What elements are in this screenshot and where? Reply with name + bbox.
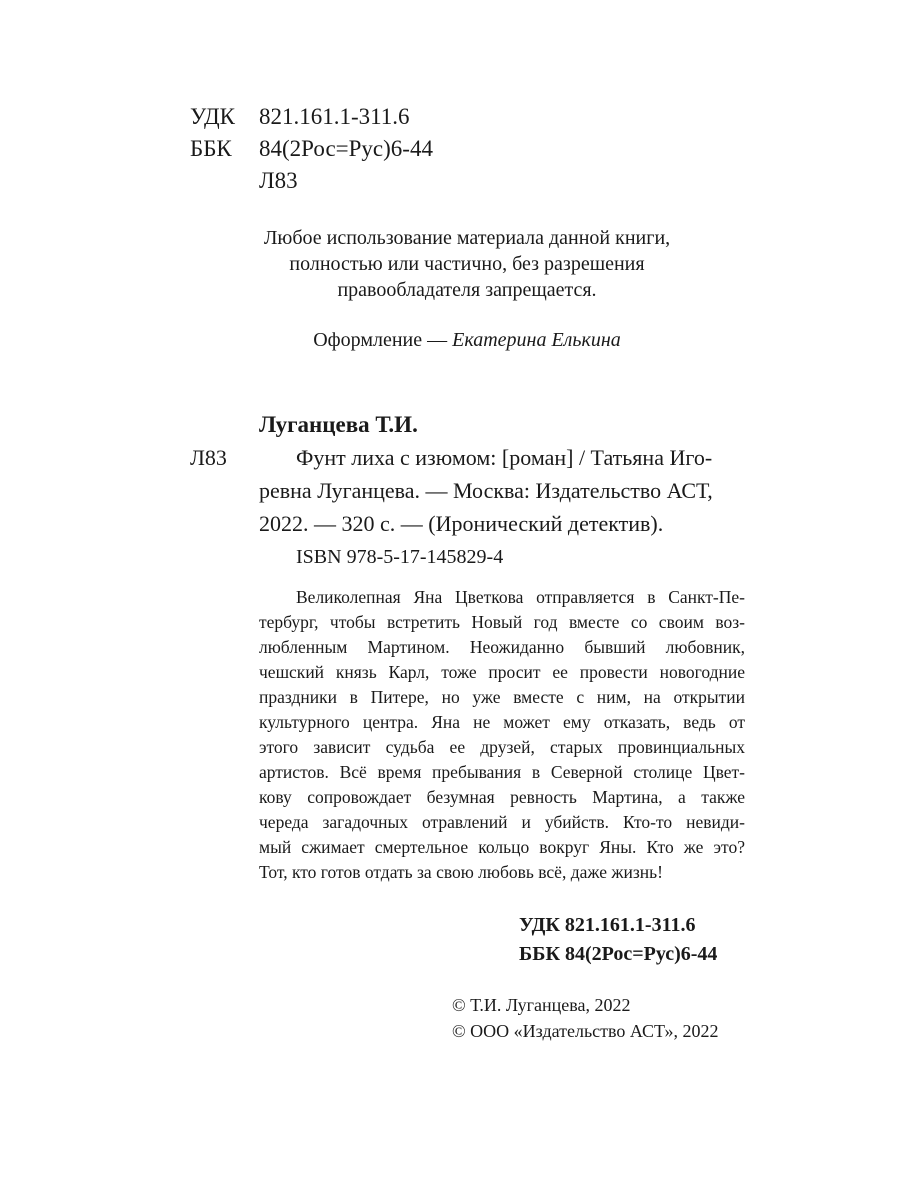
annotation-line: культурного центра. Яна не может ему отказать, ведь от: [259, 712, 745, 732]
annotation-line: чешский князь Карл, тоже просит ее провести новогодние: [259, 662, 745, 682]
annotation-line: праздники в Питере, но уже вместе с ним, на открытии: [259, 687, 745, 707]
notice-line-3: правообладателя запрещается.: [337, 279, 597, 301]
bottom-udk: УДК 821.161.1-311.6: [519, 914, 696, 936]
copyright-publisher: © ООО «Издательство АСТ», 2022: [452, 1021, 719, 1041]
design-label: Оформление —: [313, 329, 453, 351]
bottom-bbk: ББК 84(2Рос=Рус)6-44: [519, 943, 718, 965]
bib-author: Луганцева Т.И.: [259, 412, 418, 437]
bbk-value: 84(2Рос=Рус)6-44: [259, 136, 433, 161]
udk-value: 821.161.1-311.6: [259, 104, 410, 129]
annotation-line: Великолепная Яна Цветкова отправляется в Санкт-Пе-: [296, 587, 745, 607]
annotation-line: любленным Мартином. Неожиданно бывший любовник,: [259, 637, 745, 657]
copyright-author: © Т.И. Луганцева, 2022: [452, 995, 631, 1015]
annotation-line: череда загадочных отравлений и убийств. Кто-то невиди-: [259, 812, 745, 832]
author-mark: Л83: [259, 168, 298, 193]
bib-author-mark: Л83: [190, 445, 227, 470]
udk-label: УДК: [190, 104, 235, 129]
bib-line-1: Фунт лиха с изюмом: [роман] / Татьяна Иго-: [296, 445, 713, 470]
designer-name: Екатерина Елькина: [452, 329, 621, 351]
annotation-line: тербург, чтобы встретить Новый год вместе со своим воз-: [259, 612, 745, 632]
isbn: ISBN 978-5-17-145829-4: [296, 546, 504, 568]
annotation-line: мый сжимает смертельное кольцо вокруг Яны. Кто же это?: [259, 837, 745, 857]
design-credit: [0, 329, 900, 352]
bib-line-3: 2022. — 320 с. — (Иронический детектив).: [259, 511, 664, 536]
bbk-label: ББК: [190, 136, 232, 161]
annotation-line: артистов. Всё время пребывания в Северной столице Цвет-: [259, 762, 745, 782]
annotation-line: этого зависит судьба ее друзей, старых провинциальных: [259, 737, 745, 757]
bib-line-2: ревна Луганцева. — Москва: Издательство АСТ,: [259, 478, 713, 503]
annotation-line: кову сопровождает безумная ревность Мартина, а также: [259, 787, 745, 807]
notice-line-1: Любое использование материала данной книги,: [263, 227, 671, 249]
annotation-line: Тот, кто готов отдать за свою любовь всё, даже жизнь!: [259, 862, 663, 882]
notice-line-2: полностью или частично, без разрешения: [289, 253, 645, 275]
